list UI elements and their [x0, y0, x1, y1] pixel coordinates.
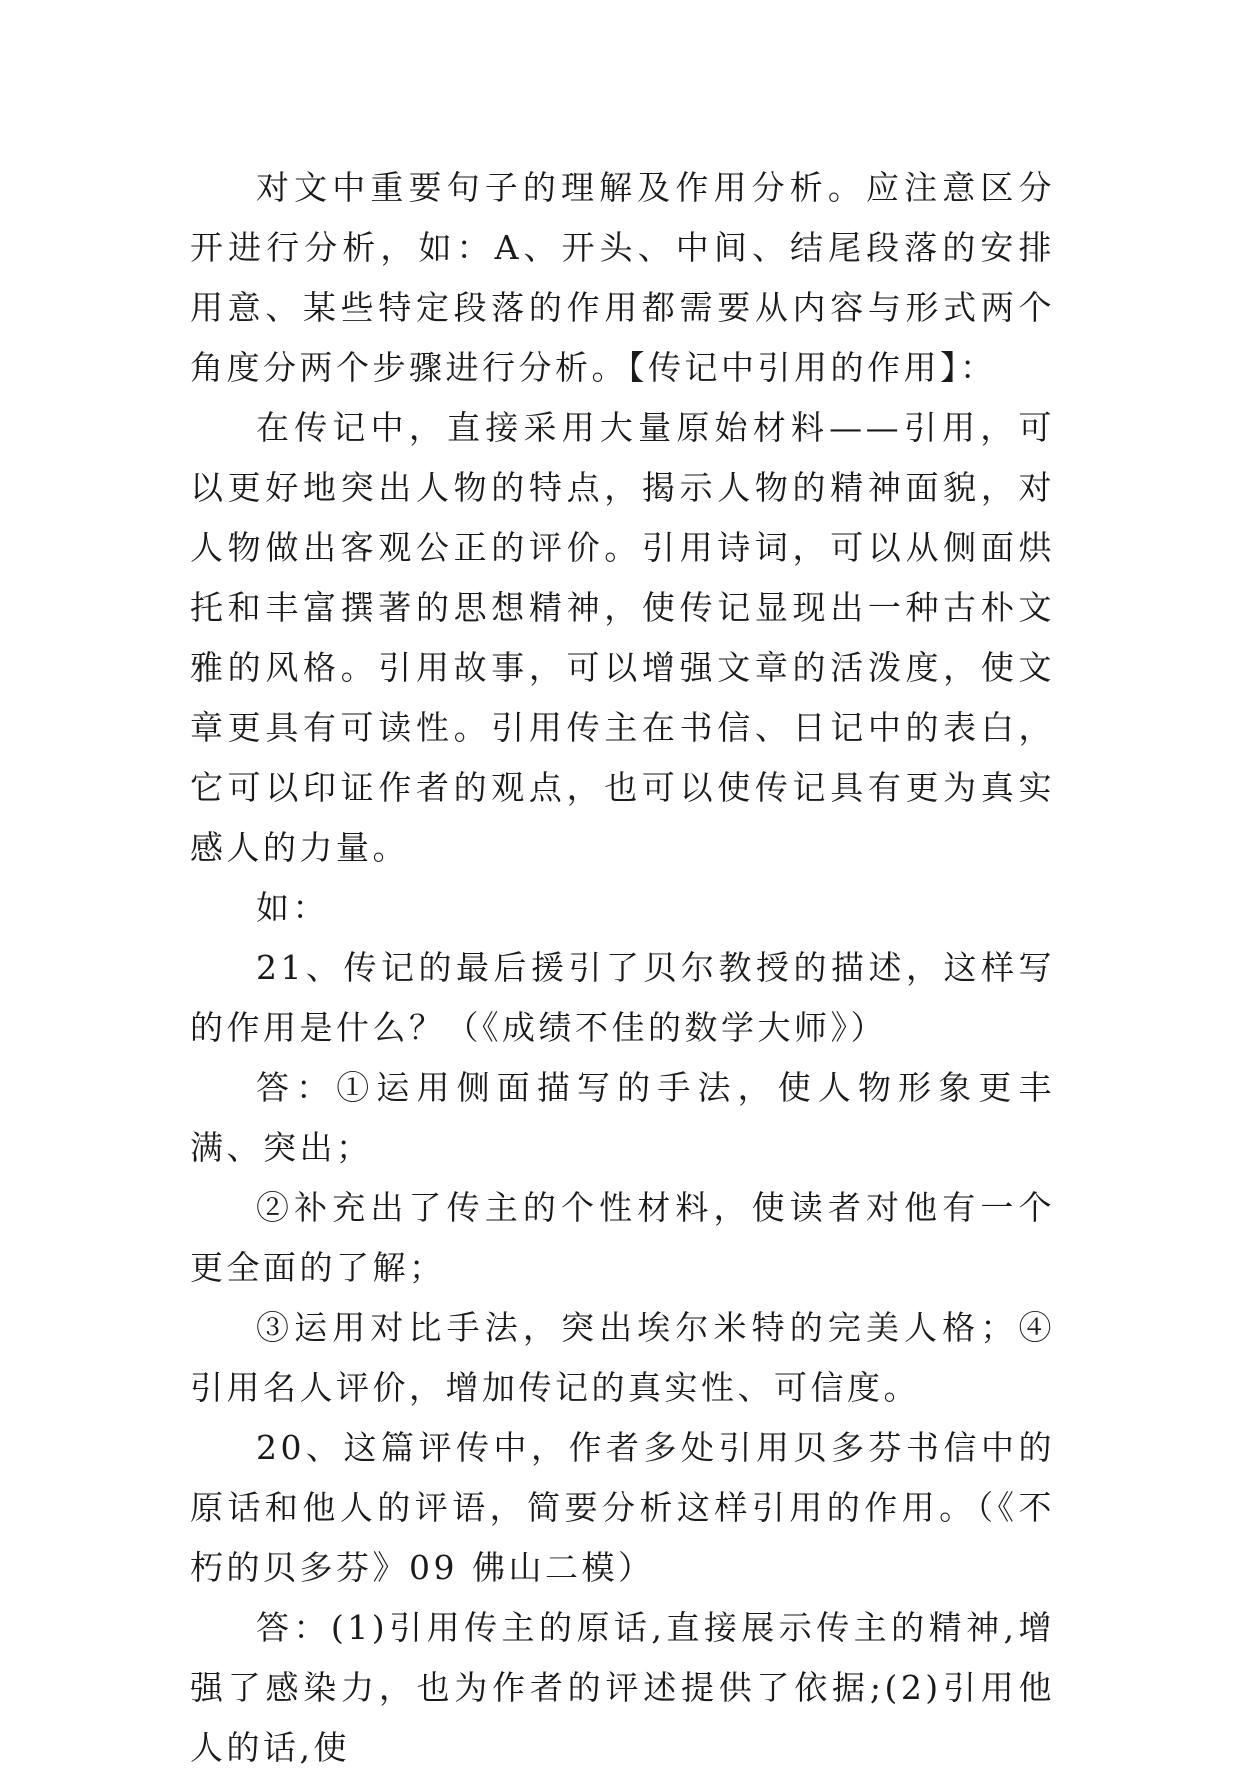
question-21: 21、传记的最后援引了贝尔教授的描述，这样写的作用是什么？（《成绩不佳的数学大师》） [190, 948, 1055, 1047]
question-20: 20、这篇评传中，作者多处引用贝多芬书信中的原话和他人的评语，简要分析这样引用的作用。（《不朽的贝多芬》09 佛山二模） [190, 1428, 1055, 1587]
answer-21-point-2: ②补充出了传主的个性材料，使读者对他有一个更全面的了解； [190, 1188, 1055, 1287]
paragraph-example-label: 如： [256, 888, 329, 927]
document-body [190, 158, 1055, 1778]
answer-20: 答：(1)引用传主的原话,直接展示传主的精神,增强了感染力，也为作者的评述提供了依据;(2)引用他人的话,使 [190, 1608, 1055, 1767]
answer-21-point-3-4: ③运用对比手法，突出埃尔米特的完美人格；④引用名人评价，增加传记的真实性、可信度。 [190, 1308, 1055, 1407]
paragraph-sentence-analysis: 对文中重要句子的理解及作用分析。应注意区分开进行分析，如：A、开头、中间、结尾段落的安排用意、某些特定段落的作用都需要从内容与形式两个角度分两个步骤进行分析。【传记中引用的作用】： [190, 168, 1055, 387]
paragraph-quotation-function: 在传记中，直接采用大量原始材料——引用，可以更好地突出人物的特点，揭示人物的精神面貌，对人物做出客观公正的评价。引用诗词，可以从侧面烘托和丰富撰著的思想精神，使传记显现出一种古朴文雅的风格。引用故事，可以增强文章的活泼度，使文章更具有可读性。引用传主在书信、日记中的表白，它可以印证作者的观点，也可以使传记具有更为真实感人的力量。 [190, 408, 1055, 867]
answer-21-point-1: 答：①运用侧面描写的手法，使人物形象更丰满、突出； [190, 1068, 1055, 1167]
